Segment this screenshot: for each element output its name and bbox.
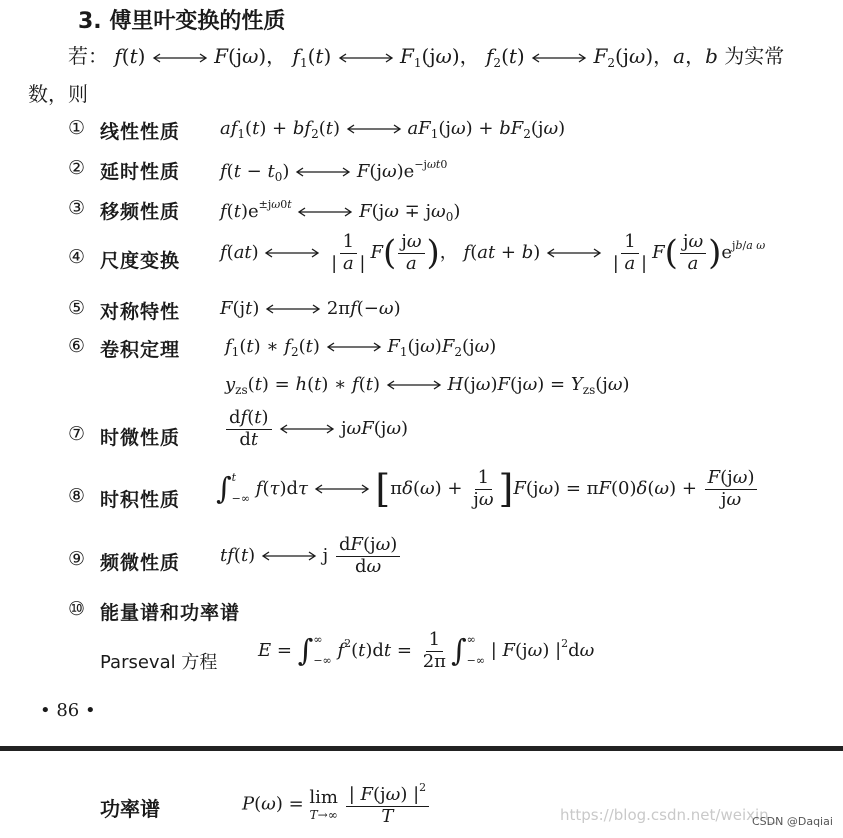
prop-9-name: 频微性质 [100, 552, 181, 574]
prop-2-number: ② [68, 157, 86, 179]
transform-arrow-icon [264, 247, 320, 259]
transform-arrow-icon [295, 166, 351, 178]
watermark: https://blog.csdn.net/weixin_ [560, 806, 777, 824]
prop-7-formula: $\frac{df(t)}{dt}$ jωF(jω) [224, 408, 408, 450]
prop-10-name: 能量谱和功率谱 [100, 602, 241, 624]
prop-8-name: 时积性质 [100, 489, 181, 511]
prop-8-number: ⑧ [68, 485, 86, 507]
intro-ruo: 若： [68, 44, 108, 68]
parseval-formula: E = ∫ ∞ −∞ $f^2(t)dt$ = $\frac{1}{2\pi}$ ∫ ∞ −∞ | F(jω) $|^2d\omega$ [258, 629, 595, 672]
prop-3-formula: $f(t)e^{\pm j\omega 0t}$ $F(j\omega \mp j\omega_0)$ [220, 198, 461, 224]
prop-5-name: 对称特性 [100, 301, 181, 323]
page-number: • 86 • [40, 700, 96, 721]
prop-10-number: ⑩ [68, 598, 86, 620]
prop-3-name: 移频性质 [100, 201, 181, 223]
transform-arrow-icon [326, 341, 382, 353]
prop-4-formula: f(at) $\frac{1}{| a |}$ F( $\frac{j\omega}{a}$ )， f(at + b) $\frac{1}{| a |}$ F( $\frac{j\omega}{a}$ )$e^{jb/a \omega}$ [220, 231, 766, 274]
prop-6-name: 卷积定理 [100, 339, 181, 361]
prop-1-name: 线性性质 [100, 121, 181, 143]
transform-arrow-icon [531, 52, 587, 64]
power-label: 功率谱 [100, 797, 160, 821]
transform-arrow-icon [265, 303, 321, 315]
transform-arrow-icon [314, 483, 370, 495]
transform-arrow-icon [386, 379, 442, 391]
prop-9-number: ⑨ [68, 548, 86, 570]
prop-6-formula-a: $f_1(t)$ ∗ $f_2(t)$ $F_1(j\omega)F_2(j\omega)$ [225, 336, 497, 359]
prop-7-name: 时微性质 [100, 427, 181, 449]
transform-arrow-icon [338, 52, 394, 64]
prop-6-formula-b: $y_{zs}(t) = h(t)$ ∗ f(t) $H(j\omega)F(j\omega) = Y_{zs}(j\omega)$ [225, 374, 630, 397]
page-divider [0, 746, 843, 751]
prop-5-formula: F(jt) 2πf(−ω) [220, 298, 401, 319]
prop-1-formula: $af_1(t) + bf_2(t) aF_1(j\omega) + bF_2(j\omega)$ [220, 118, 566, 141]
prop-3-number: ③ [68, 197, 86, 219]
power-formula: P(ω) = lim T→∞ $\frac{| F(j\omega) |^2}{T}$ [242, 782, 431, 827]
intro-continuation: 数，则 [28, 82, 88, 106]
prop-8-formula: ∫ t −∞ f(τ)dτ [πδ(ω) + $\frac{1}{j\omega}$ ]F(jω) = πF(0)δ(ω) + $\frac{F(j\omega)}{j\omega}$ [216, 468, 759, 510]
csdn-tag: CSDN @Daqiai [752, 815, 833, 828]
transform-arrow-icon [346, 123, 402, 135]
prop-2-formula: $f(t - t_0)$ $F(j\omega)e^{-j\omega t0}$ [220, 158, 448, 184]
parseval-label: Parseval 方程 [100, 652, 218, 673]
prop-5-number: ⑤ [68, 297, 86, 319]
transform-arrow-icon [261, 550, 317, 562]
intro-line: 若： f(t) F(jω)， $f_1(t)$ $F_1(j\omega)$， $f_2(t)$ $F_2(j\omega)$，a，b 为实常 [68, 44, 785, 70]
section-title: 3. 傅里叶变换的性质 [78, 9, 286, 34]
prop-1-number: ① [68, 117, 86, 139]
transform-arrow-icon [297, 206, 353, 218]
prop-4-number: ④ [68, 246, 86, 268]
prop-6-number: ⑥ [68, 335, 86, 357]
prop-2-name: 延时性质 [100, 161, 181, 183]
prop-9-formula: tf(t) j $\frac{dF(j\omega)}{d\omega}$ [220, 535, 402, 577]
transform-arrow-icon [279, 423, 335, 435]
transform-arrow-icon [546, 247, 602, 259]
prop-7-number: ⑦ [68, 423, 86, 445]
prop-4-name: 尺度变换 [100, 250, 181, 272]
transform-arrow-icon [152, 52, 208, 64]
